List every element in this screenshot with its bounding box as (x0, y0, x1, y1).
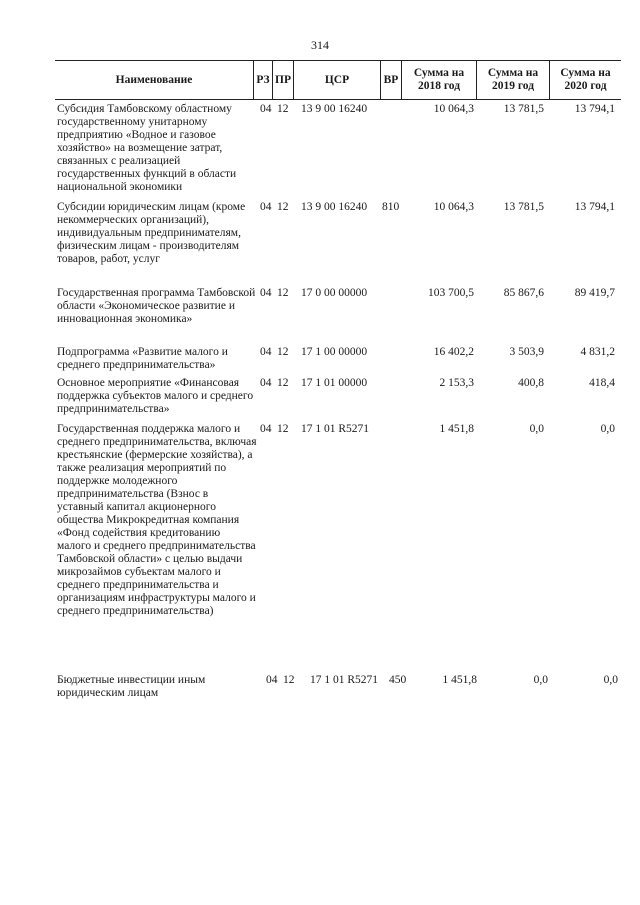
row-name: Субсидия Тамбовскому областному государственному унитарному предприятию «Водное и газовое хозяйство» на возмещение затрат, связанных с реализацией государственных функций в области национальной экономики (57, 103, 237, 193)
row-sum-2019: 400,8 (518, 377, 544, 389)
header-rz: РЗ (256, 73, 270, 86)
row-sum-2019: 13 781,5 (503, 103, 544, 115)
row-rz: 04 (260, 377, 272, 389)
row-vr: 810 (382, 201, 400, 213)
row-sum-2018: 2 153,3 (439, 377, 474, 389)
row-name: Основное мероприятие «Финансовая поддержка субъектов малого и среднего предпринимательства» (57, 377, 254, 415)
row-sum-2019: 3 503,9 (509, 346, 544, 358)
row-name: Субсидии юридическим лицам (кроме некоммерческих организаций), индивидуальным предпринимателям, физическим лицам - производителям товаров, работ, услуг (57, 201, 246, 265)
row-sum-2018: 1 451,8 (439, 423, 474, 435)
row-csr: 13 9 00 16240 (301, 103, 368, 115)
row-pr: 12 (277, 103, 289, 115)
row-rz: 04 (260, 287, 272, 299)
row-pr: 12 (277, 346, 289, 358)
row-sum-2020: 0,0 (600, 423, 615, 435)
row-sum-2018: 1 451,8 (442, 674, 477, 686)
row-sum-2019: 85 867,6 (503, 287, 544, 299)
header-sum-2019: Сумма на 2019 год (487, 67, 539, 92)
header-pr: ПР (275, 73, 291, 86)
row-rz: 04 (260, 103, 272, 115)
row-sum-2018: 10 064,3 (433, 103, 474, 115)
row-rz: 04 (260, 423, 272, 435)
row-pr: 12 (283, 674, 295, 686)
row-name: Подпрограмма «Развитие малого и среднего предпринимательства» (57, 346, 228, 371)
row-vr: 450 (389, 674, 407, 686)
page-number: 314 (311, 38, 329, 52)
row-pr: 12 (277, 377, 289, 389)
row-sum-2020: 13 794,1 (574, 103, 615, 115)
row-rz: 04 (260, 201, 272, 213)
row-csr: 17 1 01 R5271 (301, 423, 370, 435)
row-csr: 17 1 01 R5271 (310, 674, 379, 686)
row-sum-2019: 0,0 (529, 423, 544, 435)
row-csr: 17 0 00 00000 (301, 287, 368, 299)
row-name: Государственная поддержка малого и среднего предпринимательства, включая крестьянские (фермерские хозяйства), а также реализация мероприятий по поддержке молодежного предпринимательства (Взнос в уставный капитал акционерного общества Микрокредитная компания «Фонд содействия кредитованию малого и среднего предпринимательства Тамбовской области» с целью выдачи микрозаймов субъектам малого и среднего предпринимательства и организациям инфраструктуры малого и среднего предпринимательства) (57, 423, 257, 617)
row-sum-2019: 13 781,5 (503, 201, 544, 213)
row-sum-2020: 13 794,1 (574, 201, 615, 213)
row-sum-2020: 4 831,2 (580, 346, 615, 358)
header-csr: ЦСР (324, 73, 350, 86)
row-csr: 13 9 00 16240 (301, 201, 368, 213)
row-pr: 12 (277, 287, 289, 299)
row-sum-2018: 10 064,3 (433, 201, 474, 213)
row-rz: 04 (266, 674, 278, 686)
row-csr: 17 1 01 00000 (301, 377, 368, 389)
header-vr: ВР (383, 73, 399, 86)
row-rz: 04 (260, 346, 272, 358)
row-sum-2020: 418,4 (589, 377, 615, 389)
row-name: Бюджетные инвестиции иным юридическим лицам (57, 674, 206, 699)
header-name: Наименование (115, 73, 193, 86)
header-sum-2018: Сумма на 2018 год (413, 67, 465, 92)
row-sum-2018: 103 700,5 (428, 287, 474, 299)
row-sum-2018: 16 402,2 (433, 346, 474, 358)
header-sum-2020: Сумма на 2020 год (560, 67, 611, 92)
row-pr: 12 (277, 201, 289, 213)
row-name: Государственная программа Тамбовской области «Экономическое развитие и инновационная экономика» (57, 287, 256, 325)
row-sum-2019: 0,0 (533, 674, 548, 686)
row-pr: 12 (277, 423, 289, 435)
row-sum-2020: 89 419,7 (574, 287, 615, 299)
row-sum-2020: 0,0 (603, 674, 618, 686)
row-csr: 17 1 00 00000 (301, 346, 368, 358)
table-header (55, 60, 621, 100)
